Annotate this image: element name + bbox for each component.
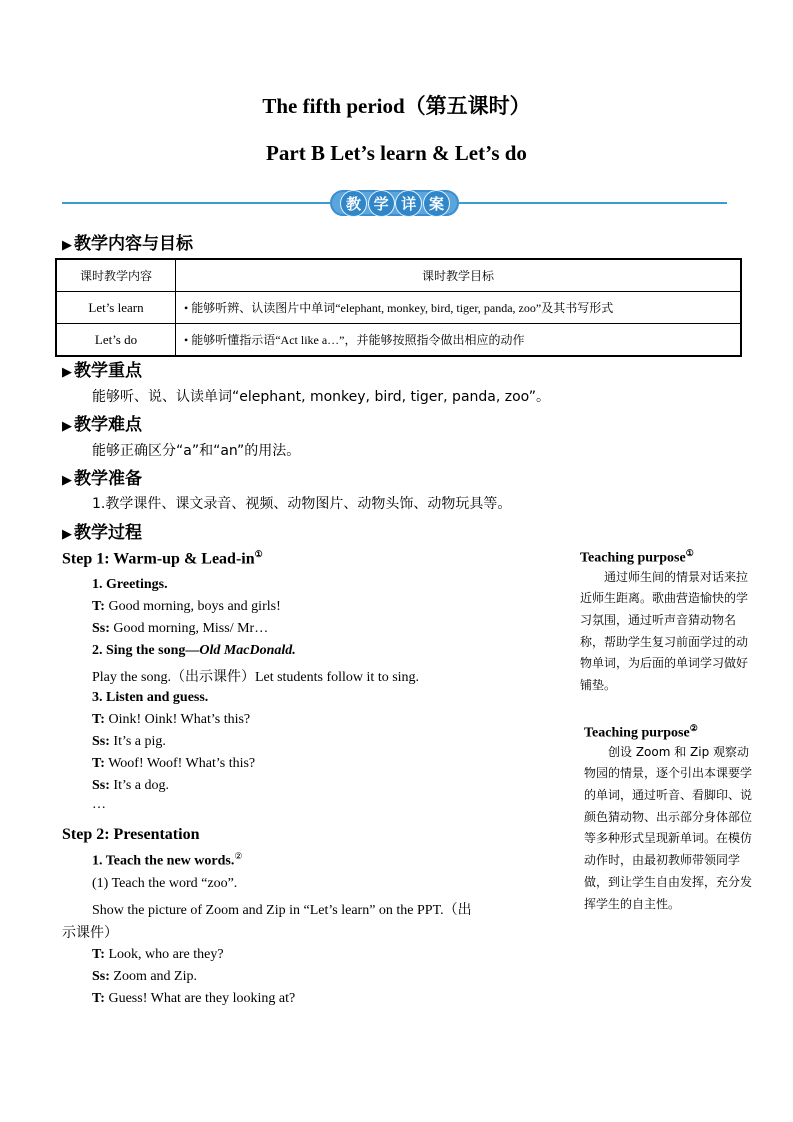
- sidebar-note-text: 创设 Zoom 和 Zip 观察动物园的情景，逐个引出本课要学的单词，通过听音、看脚印、说颜色猜动物、出示部分身体部位等多种形式呈现新单词。在模仿动作时，由最初教师带领同学做，到让学生自由发挥，充分发挥学生的自主性。: [584, 744, 753, 911]
- triangle-icon: ▶: [62, 365, 72, 380]
- sidebar-note: [584, 723, 754, 915]
- table-cell: • 能够听辨、认读图片中单词“elephant, monkey, bird, tiger, panda, zoo”及其书写形式: [176, 292, 742, 324]
- sidebar-note-title: Teaching purpose①: [580, 548, 694, 566]
- table-header: 课时教学内容: [56, 259, 176, 292]
- sidebar-note: [580, 548, 752, 697]
- banner-char: 案: [423, 190, 450, 217]
- step2-line: 示课件）: [62, 926, 118, 941]
- step1-line: …: [92, 797, 106, 812]
- difficult-text: 能够正确区分“a”和“an”的用法。: [92, 443, 301, 459]
- step1-line: 2. Sing the song—Old MacDonald.: [92, 643, 296, 658]
- step1-line: Ss: It’s a dog.: [92, 778, 170, 793]
- step1-line: Play the song.（出示课件）Let students follow it to sing.: [92, 670, 420, 685]
- step1-line: T: Oink! Oink! What’s this?: [92, 712, 251, 727]
- step2-line: Ss: Zoom and Zip.: [92, 969, 198, 984]
- triangle-icon: ▶: [62, 473, 72, 488]
- banner-char: 教: [340, 190, 367, 217]
- prep-text: 1.教学课件、课文录音、视频、动物图片、动物头饰、动物玩具等。: [92, 496, 512, 512]
- table-row: [56, 324, 741, 357]
- section-heading-prep: ▶ 教学准备: [62, 469, 142, 489]
- step1-line: T: Good morning, boys and girls!: [92, 599, 281, 614]
- step1-line: T: Woof! Woof! What’s this?: [92, 756, 256, 771]
- step2-line: Show the picture of Zoom and Zip in “Let’s learn” on the PPT.（出: [92, 903, 472, 918]
- section-banner: [62, 188, 727, 218]
- step2-subheading: 1. Teach the new words.②: [92, 851, 243, 869]
- sidebar-note-title: Teaching purpose②: [584, 723, 698, 741]
- section-heading-process: ▶ 教学过程: [62, 523, 142, 543]
- sidebar-note-text: 通过师生间的情景对话来拉近师生距离。歌曲营造愉快的学习氛围，通过听声音猜动物名称，帮助学生复习前面学过的动物单词，为后面的单词学习做好铺垫。: [580, 569, 749, 693]
- step2-line: T: Look, who are they?: [92, 947, 224, 962]
- table-row: [56, 292, 741, 324]
- triangle-icon: ▶: [62, 238, 72, 253]
- step2-heading: Step 2: Presentation: [62, 826, 200, 843]
- step1-line: Ss: It’s a pig.: [92, 734, 166, 749]
- step2-line: T: Guess! What are they looking at?: [92, 991, 296, 1006]
- banner-char: 学: [368, 190, 395, 217]
- step1-line: 3. Listen and guess.: [92, 690, 209, 705]
- section-heading-difficult: ▶ 教学难点: [62, 415, 142, 435]
- step1-line: Ss: Good morning, Miss/ Mr…: [92, 621, 269, 636]
- section-heading-content: ▶ 教学内容与目标: [62, 234, 193, 254]
- page-title: The fifth period（第五课时）: [262, 94, 531, 118]
- section-heading-key: ▶ 教学重点: [62, 361, 142, 381]
- step1-heading: Step 1: Warm-up & Lead-in①: [62, 549, 263, 568]
- goals-table: [55, 258, 742, 357]
- triangle-icon: ▶: [62, 419, 72, 434]
- page-subtitle: Part B Let’s learn & Let’s do: [266, 141, 527, 165]
- triangle-icon: ▶: [62, 527, 72, 542]
- step2-line: (1) Teach the word “zoo”.: [92, 876, 238, 891]
- banner-char: 详: [395, 190, 422, 217]
- key-text: 能够听、说、认读单词“elephant, monkey, bird, tiger, panda, zoo”。: [92, 389, 551, 405]
- step1-line: 1. Greetings.: [92, 577, 168, 592]
- table-header-row: [56, 259, 741, 292]
- table-cell: Let’s do: [56, 324, 176, 357]
- table-header: 课时教学目标: [176, 259, 742, 292]
- table-cell: Let’s learn: [56, 292, 176, 324]
- table-cell: • 能够听懂指示语“Act like a…”，并能够按照指令做出相应的动作: [176, 324, 742, 357]
